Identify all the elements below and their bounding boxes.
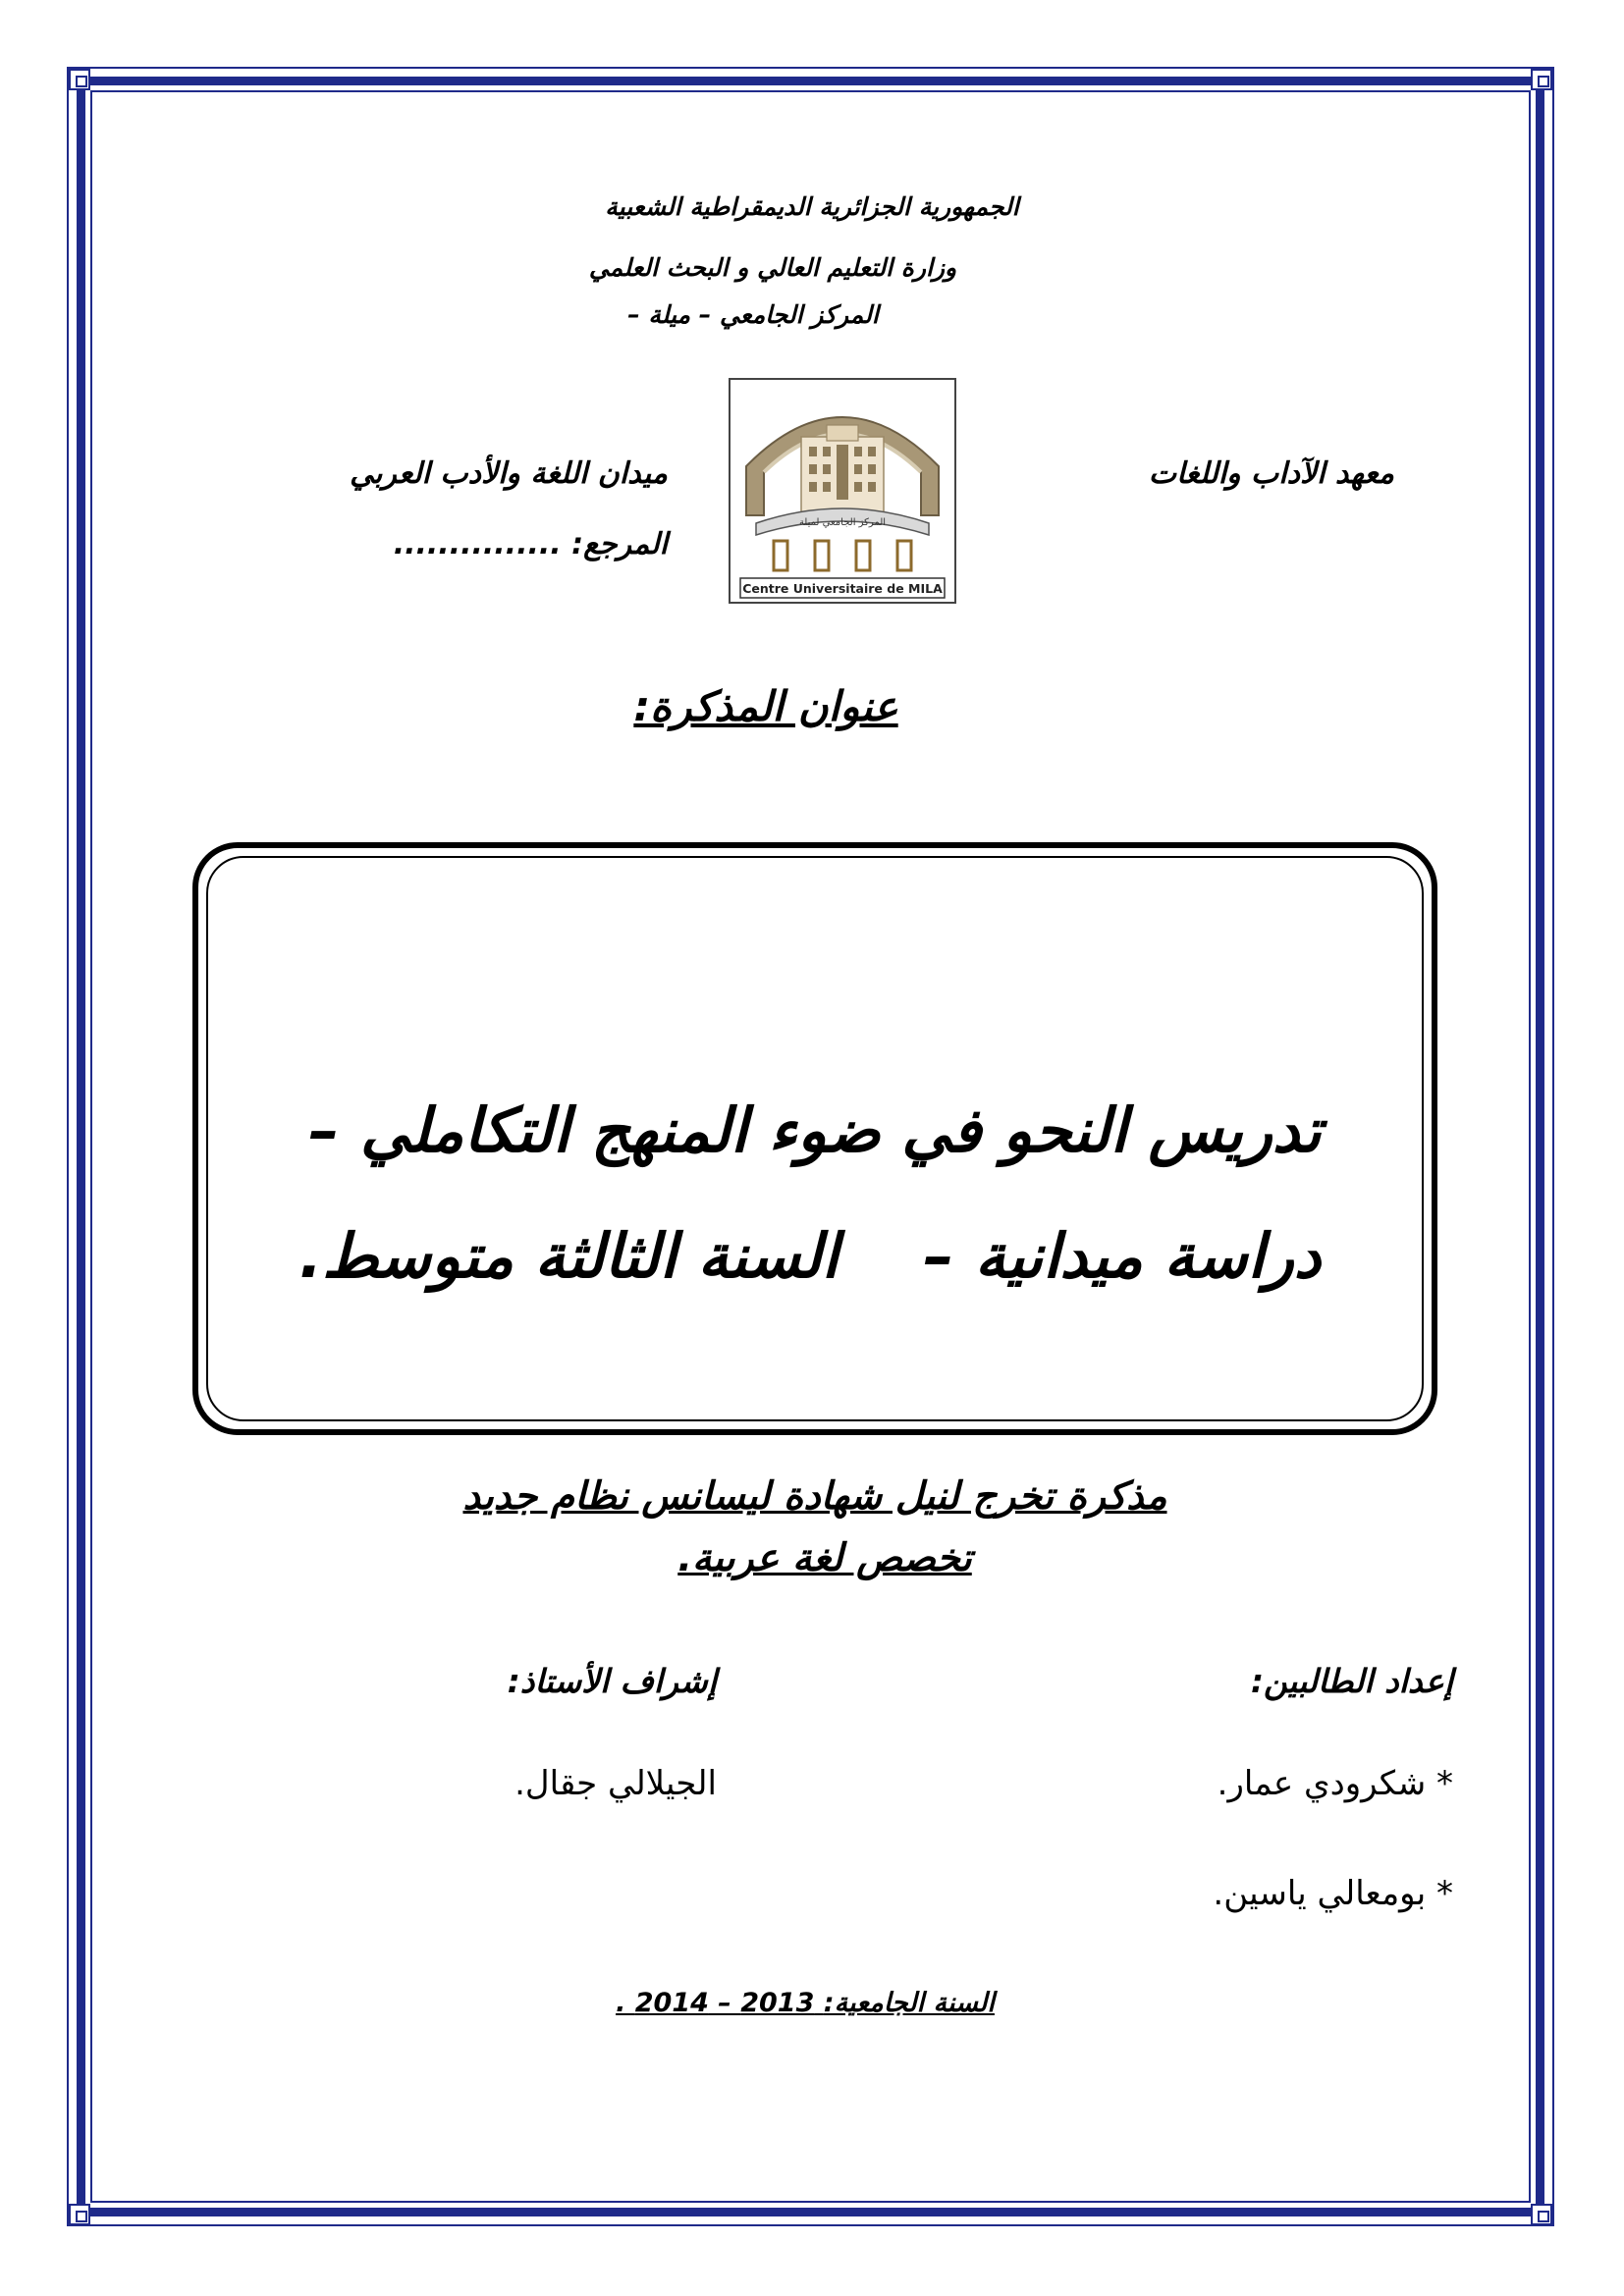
field-name: ميدان اللغة والأدب العربي [350, 456, 668, 491]
memo-title-label: عنوان المذكرة: [633, 682, 898, 730]
academic-year-label: السنة الجامعية: [823, 1988, 995, 2018]
academic-year [550, 1988, 1060, 2018]
supervisor-label: إشراف الأستاذ: [507, 1662, 717, 1700]
degree-line-2: تخصص لغة عربية. [677, 1536, 972, 1580]
republic-name: الجمهورية الجزائرية الديمقراطية الشعبية [605, 192, 1019, 221]
academic-year-value: 2013 – 2014 . [616, 1988, 815, 2018]
student-name-2: * بومعالي ياسين. [1213, 1874, 1453, 1913]
supervisor-name: الجيلالي جقال. [514, 1764, 717, 1803]
university-center-name: المركز الجامعي – ميلة – [627, 300, 879, 329]
thesis-title-line-1: تدريس النحو في ضوء المنهج التكاملي – [308, 1095, 1322, 1166]
reference-dots: ............... [393, 527, 562, 561]
degree-line-1: مذكرة تخرج لنيل شهادة ليسانس نظام جديد [462, 1474, 1167, 1519]
reference-line [275, 527, 668, 561]
logo-arc-text: المركز الجامعي لميلة [798, 517, 887, 528]
university-logo [729, 378, 956, 604]
frame-corner-ornament [1531, 2204, 1552, 2225]
logo-caption: Centre Universitaire de MILA [742, 581, 943, 596]
students-label: إعداد الطالبين: [1250, 1662, 1453, 1700]
frame-corner-ornament [69, 69, 90, 90]
frame-corner-ornament [1531, 69, 1552, 90]
reference-label: المرجع: [571, 527, 668, 561]
ministry-name: وزارة التعليم العالي و البحث العلمي [588, 253, 957, 282]
student-name-1: * شكرودي عمار. [1217, 1764, 1453, 1803]
frame-corner-ornament [69, 2204, 90, 2225]
thesis-title-line-2: دراسة ميدانية – السنة الثالثة متوسط. [298, 1220, 1322, 1292]
institute-name: معهد الآداب واللغات [1148, 456, 1394, 491]
